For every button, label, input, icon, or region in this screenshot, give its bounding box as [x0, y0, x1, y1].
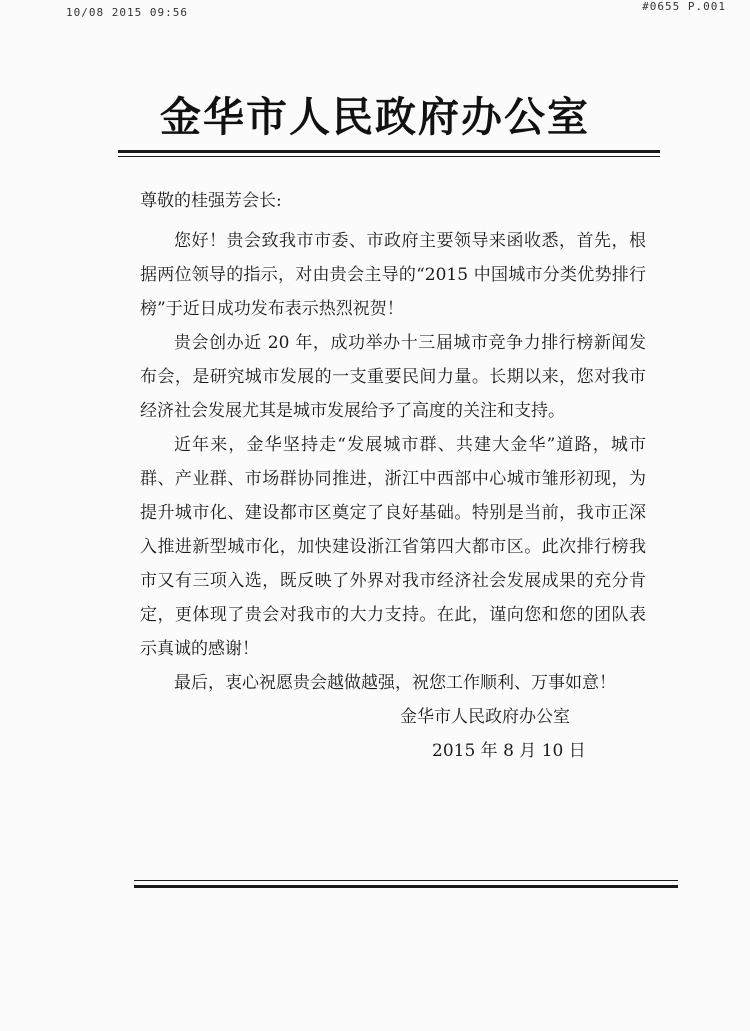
salutation: 尊敬的桂强芳会长: — [140, 191, 282, 211]
paragraph-city-development: 近年来，金华坚持走“发展城市群、共建大金华”道路，城市群、产业群、市场群协同推进，浙江中西部中心城市雏形初现，为提升城市化、建设都市区奠定了良好基础。特别是当前，我市正深入推进新型城市化，加快建设浙江省第四大都市区。此次排行榜我市又有三项入选，既反映了外界对我市经济社会发展成果的充分肯定，更体现了贵会对我市的大力支持。在此，谨向您和您的团队表示真诚的感谢！ — [140, 435, 646, 659]
letter-body — [140, 184, 646, 700]
footer-divider-thin — [134, 880, 678, 881]
letterhead-divider-thin — [118, 156, 660, 157]
paragraph-history: 贵会创办近 20 年，成功举办十三届城市竞争力排行榜新闻发布会，是研究城市发展的一支重要民间力量。长期以来，您对我市经济社会发展尤其是城市发展给予了高度的关注和支持。 — [140, 333, 646, 421]
footer-divider-thick — [134, 885, 678, 888]
letterhead-title: 金华市人民政府办公室 — [160, 93, 590, 141]
paragraph-closing: 最后，衷心祝愿贵会越做越强，祝您工作顺利、万事如意！ — [174, 673, 616, 693]
fax-page-number: #0655 P.001 — [642, 0, 726, 13]
signature-block — [400, 700, 586, 768]
signature-org: 金华市人民政府办公室 — [400, 707, 570, 727]
letterhead-divider-thick — [118, 150, 660, 153]
fax-timestamp: 10/08 2015 09:56 — [66, 6, 188, 19]
paragraph-greeting: 您好！贵会致我市市委、市政府主要领导来函收悉，首先，根据两位领导的指示，对由贵会主导的“2015 中国城市分类优势排行榜”于近日成功发布表示热烈祝贺！ — [140, 231, 646, 319]
signature-date: 2015 年 8 月 10 日 — [432, 741, 586, 761]
